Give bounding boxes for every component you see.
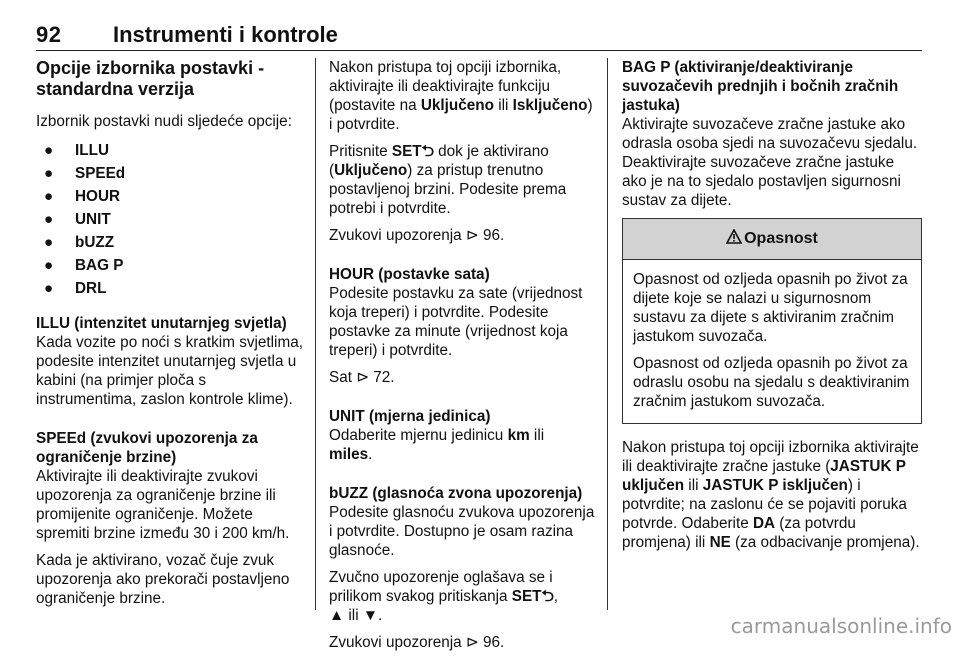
list-item: ● HOUR — [36, 185, 304, 208]
warning-text: Opasnost od ozljeda opasnih po život za odraslu osobu na sjedalu s deaktiviranim zračnim jastukom suvozača. — [633, 355, 910, 410]
bullet-icon: ● — [44, 142, 54, 159]
bullet-icon: ● — [44, 211, 54, 228]
paragraph: Nakon pristupa toj opciji izbornika, aktivirajte ili deaktivirajte funkciju (postavite na Uključeno ili Isključeno) i potvrdite. — [329, 59, 593, 133]
page-ref-icon: ⊳ — [465, 227, 479, 244]
subheading-speed: SPEEd (zvukovi upozorenja za ograničenje brzine) — [36, 430, 258, 466]
buzz-text: Podesite glasnoću zvukova upozorenja i potvrdite. Dostupno je osam razina glasnoće. — [329, 504, 595, 559]
down-arrow-icon: ▼ — [362, 607, 378, 624]
return-arrow-icon: ⮌ — [541, 588, 554, 605]
list-item: ● bUZZ — [36, 231, 304, 254]
page-number: 92 — [36, 22, 62, 47]
column-3 — [622, 58, 922, 560]
bullet-icon: ● — [44, 165, 54, 182]
list-item: ● UNIT — [36, 208, 304, 231]
options-list — [36, 139, 304, 300]
bag-text: Aktivirajte suvozačeve zračne jastuke ako odrasla osoba sjedi na suvozačevu sjedalu. Deaktivirajte suvozačeve zračne jastuke ako je na to sjedalo postavljen sigurnosni sustav za dijete. — [622, 116, 918, 209]
warning-box — [622, 218, 922, 424]
illu-text: Kada vozite po noći s kratkim svjetlima, podesite intenzitet unutarnjeg svjetla u kabini (na primjer ploča s instrumentima, zaslon kontrole klime). — [36, 334, 303, 408]
after-text: Nakon pristupa toj opciji izbornika aktivirajte ili deaktivirajte zračne jastuke (JASTUK P uključen ili JASTUK P isključen) i potvrdite; na zaslonu će se pojaviti poruka potvrde. Odaberite DA (za potvrdu promjena) ili NE (za odbacivanje promjena). — [622, 439, 920, 551]
column-divider — [315, 58, 316, 610]
speed-text: Aktivirajte ili deaktivirajte zvukovi upozorenja za ograničenje brzine ili promijenite ograničenje. Možete spremiti brzine između 30 i 200 km/h. — [36, 468, 290, 542]
speed-text-2: Kada je aktivirano, vozač čuje zvuk upozorenja ako prekorači postavljeno ograničenje brzine. — [36, 552, 290, 607]
subheading-bag: BAG P (aktiviranje/deaktiviranje suvozačevih prednjih i bočnih zračnih jastuka) — [622, 59, 899, 114]
page-ref-icon: ⊳ — [356, 369, 370, 386]
column-divider — [607, 58, 608, 610]
list-item: ● BAG P — [36, 254, 304, 277]
section-heading: Opcije izbornika postavki - standardna verzija — [36, 58, 265, 99]
warning-triangle-icon — [726, 229, 742, 244]
warning-text: Opasnost od ozljeda opasnih po život za dijete koje se nalazi u sigurnosnom sustavu za dijete s aktiviranim zračnim jastukom suvozača. — [633, 271, 908, 345]
subheading-hour: HOUR (postavke sata) — [329, 266, 490, 283]
page-header — [36, 16, 922, 51]
bullet-icon: ● — [44, 257, 54, 274]
cross-reference: Zvukovi upozorenja ⊳ 96. — [329, 634, 505, 651]
unit-text: Odaberite mjernu jedinicu km ili miles. — [329, 427, 545, 463]
return-arrow-icon: ⮌ — [421, 143, 434, 160]
column-1 — [36, 58, 304, 616]
up-arrow-icon: ▲ — [329, 607, 345, 624]
cross-reference: Zvukovi upozorenja ⊳ 96. — [329, 227, 505, 244]
list-item: ● DRL — [36, 277, 304, 300]
list-item: ● ILLU — [36, 139, 304, 162]
list-item: ● SPEEd — [36, 162, 304, 185]
watermark: carmanualsonline.info — [730, 614, 952, 638]
warning-title: Opasnost — [744, 230, 818, 247]
buzz-text-2: Zvučno upozorenje oglašava se i prilikom svakog pritiskanja SET⮌, ▲ ili ▼. — [329, 569, 559, 624]
cross-reference: Sat ⊳ 72. — [329, 369, 395, 386]
page-ref-icon: ⊳ — [465, 634, 479, 651]
paragraph: Pritisnite SET⮌ dok je aktivirano (Uključeno) za pristup trenutno postavljenoj brzini. Podesite prema potrebi i potvrdite. — [329, 143, 567, 217]
warning-header — [623, 219, 921, 260]
column-2 — [329, 58, 597, 660]
subheading-unit: UNIT (mjerna jedinica) — [329, 408, 491, 425]
subheading-illu: ILLU (intenzitet unutarnjeg svjetla) — [36, 315, 287, 332]
bullet-icon: ● — [44, 234, 54, 251]
bullet-icon: ● — [44, 280, 54, 297]
subheading-buzz: bUZZ (glasnoća zvona upozorenja) — [329, 485, 583, 502]
bullet-icon: ● — [44, 188, 54, 205]
set-button-label: SET — [391, 143, 422, 160]
page-title: Instrumenti i kontrole — [113, 22, 338, 47]
intro-text: Izbornik postavki nudi sljedeće opcije: — [36, 113, 292, 130]
hour-text: Podesite postavku za sate (vrijednost koja treperi) i potvrdite. Podesite postavke za minute (vrijednost koja treperi) i potvrdite. — [329, 285, 583, 359]
